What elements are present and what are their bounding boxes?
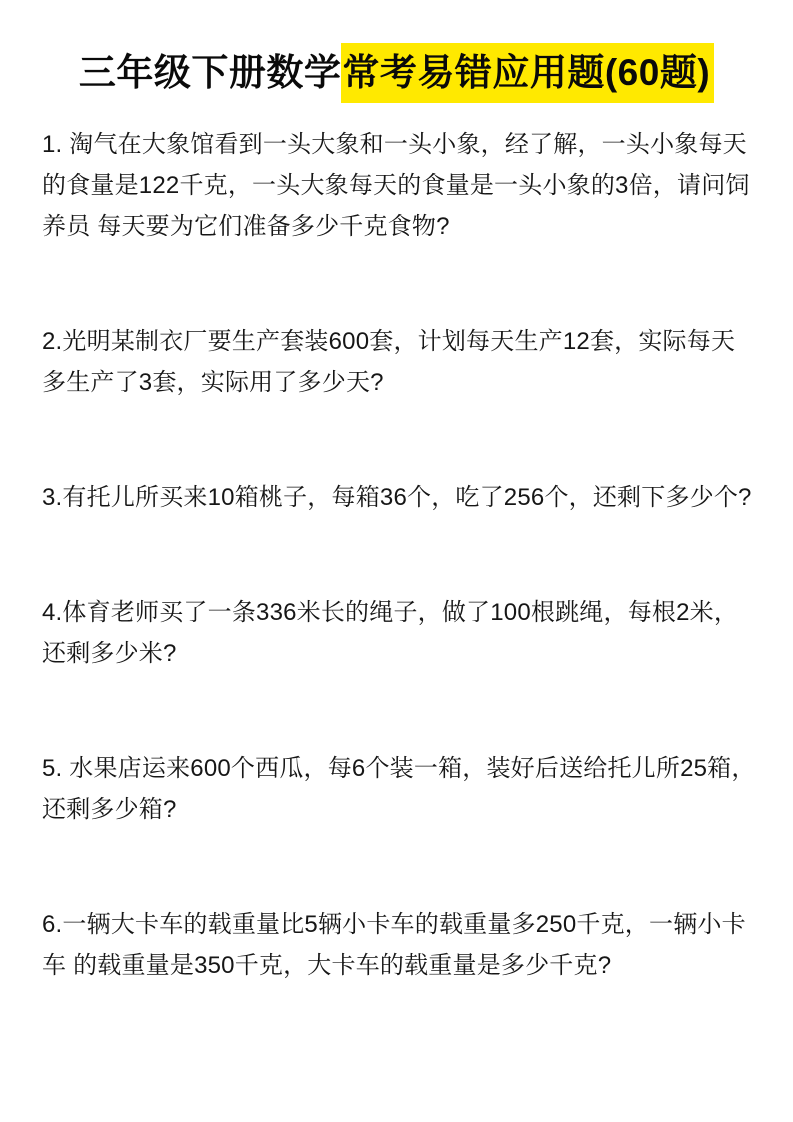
question-5-line-1: 5. 水果店运来600个西瓜，每6个装一箱，装好后送给托儿所25箱，	[42, 754, 756, 782]
question-4-line-1: 4.体育老师买了一条336米长的绳子，做了100根跳绳，每根2米，	[42, 598, 739, 626]
question-1-line-2: 的食量是122千克，一头大象每天的食量是一头小象的3倍，请问饲	[42, 171, 750, 199]
question-5	[42, 748, 765, 830]
question-5-line-2: 还剩多少箱?	[42, 795, 177, 823]
question-6-line-2: 车 的载重量是350千克，大卡车的载重量是多少千克?	[42, 951, 612, 979]
page-title	[0, 46, 793, 100]
question-list	[0, 124, 793, 986]
title-plain-text: 三年级下册数学	[78, 52, 342, 93]
question-2	[42, 321, 765, 403]
title-highlighted-text: 常考易错应用题(60题)	[341, 43, 714, 103]
question-6-line-1: 6.一辆大卡车的载重量比5辆小卡车的载重量多250千克，一辆小卡	[42, 910, 746, 938]
question-4-line-2: 还剩多少米?	[42, 639, 177, 667]
question-3	[42, 477, 765, 518]
question-1-line-3: 养员 每天要为它们准备多少千克食物?	[42, 212, 450, 240]
question-1-line-1: 1. 淘气在大象馆看到一头大象和一头小象，经了解，一头小象每天	[42, 130, 747, 158]
question-1	[42, 124, 765, 247]
question-3-line-1: 3.有托儿所买来10箱桃子，每箱36个，吃了256个，还剩下多少个?	[42, 483, 752, 511]
question-2-line-2: 多生产了3套，实际用了多少天?	[42, 368, 384, 396]
question-4	[42, 592, 765, 674]
question-2-line-1: 2.光明某制衣厂要生产套装600套，计划每天生产12套，实际每天	[42, 327, 736, 355]
question-6	[42, 904, 765, 986]
